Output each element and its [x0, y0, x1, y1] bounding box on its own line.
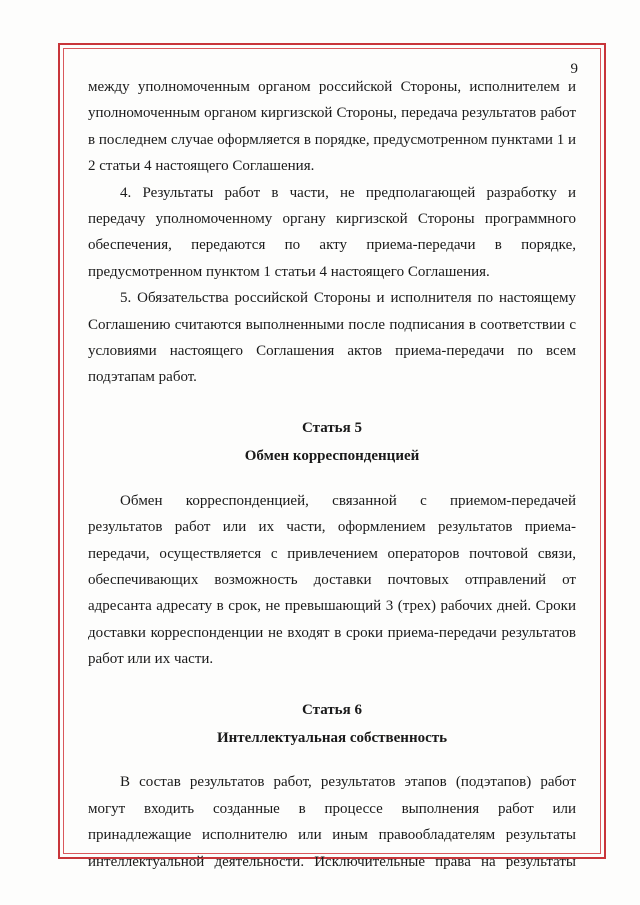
article-5-title: Обмен корреспонденцией	[244, 448, 420, 465]
article-5-number: Статья 5	[302, 419, 362, 436]
article-6-title: Интеллектуальная собственность	[216, 729, 448, 746]
article-6-text: В состав результатов работ, результатов этапов (подэтапов) работ могут входить созданные в процессе выполнения работ или принадлежащие исполнителю или иным правообладателям результаты интеллектуальной деятельности. Исключительные права на результаты	[88, 774, 576, 870]
document-body	[88, 74, 576, 875]
paragraph-continuation: между уполномоченным органом российской Стороны, исполнителем и уполномоченным органом киргизской Стороны, передача результатов работ в последнем случае оформляется в порядке, предусмотренном пунктами 1 и 2 статьи 4 настоящего Соглашения.	[88, 79, 576, 175]
paragraph-item-4: 4. Результаты работ в части, не предполагающей разработку и передачу уполномоченному органу киргизской Стороны программного обеспечения, передаются по акту приема-передачи в порядке, предусмотренном пунктом 1 статьи 4 настоящего Соглашения.	[88, 184, 576, 280]
article-5-text: Обмен корреспонденцией, связанной с приемом-передачей результатов работ или их части, оформлением результатов приема-передачи, осуществляется с привлечением операторов почтовой связи, обеспечивающих возможность доставки почтовых отправлений от адресанта адресату в срок, не превышающий 3 (трех) рабочих дней. Сроки доставки корреспонденции не входят в сроки приема-передачи результатов работ или их части.	[88, 492, 576, 668]
page-number: 9	[570, 61, 578, 77]
article-6-number: Статья 6	[302, 701, 362, 718]
paragraph-item-5: 5. Обязательства российской Стороны и исполнителя по настоящему Соглашению считаются выполненными после подписания в соответствии с условиями настоящего Соглашения актов приема-передачи по всем подэтапам работ.	[88, 290, 576, 386]
